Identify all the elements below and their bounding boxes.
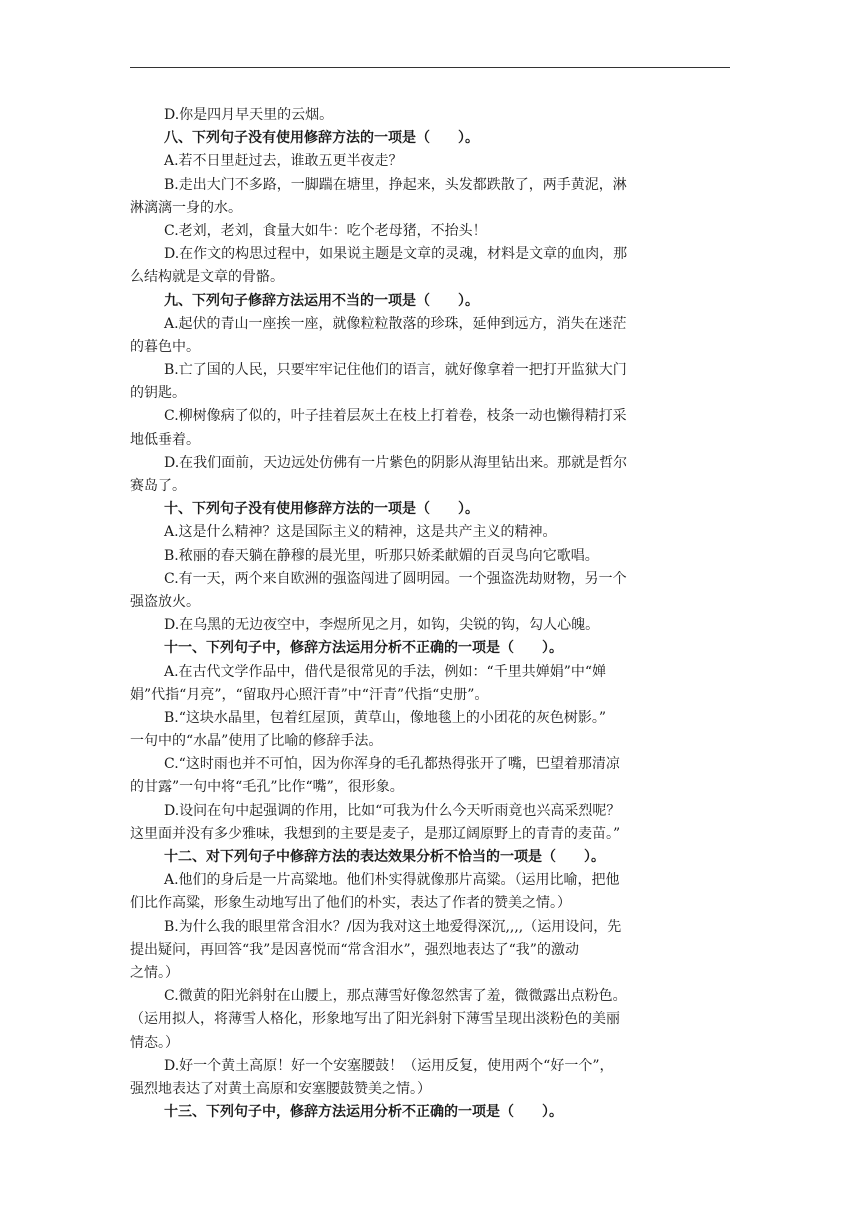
text-line: （运用拟人，将薄雪人格化，形象地写出了阳光斜射下薄雪呈现出淡粉色的美丽 (130, 1011, 620, 1028)
text-line: 们比作高粱，形象生动地写出了他们的朴实，表达了作者的赞美之情。） (130, 895, 571, 912)
text-line: A.这是什么精神？这是国际主义的精神，这是共产主义的精神。 (164, 524, 557, 541)
text-line: 这里面并没有多少雅味，我想到的主要是麦子，是那辽阔原野上的青青的麦苗。” (130, 825, 621, 842)
text-line: C.微黄的阳光斜射在山腰上，那点薄雪好像忽然害了羞，微微露出点粉色。 (164, 988, 627, 1005)
question-heading: 十、下列句子没有使用修辞方法的一项是（ ）。 (164, 501, 479, 518)
text-line: D.你是四月早天里的云烟。 (164, 107, 334, 123)
text-line: B.秾丽的春天躺在静穆的晨光里，听那只娇柔献媚的百灵鸟向它歌唱。 (164, 547, 599, 564)
text-line: A.在古代文学作品中，借代是很常见的手法，例如：“千里共婵娟”中“婵 (164, 663, 607, 680)
text-line: 的钥匙。 (130, 385, 186, 402)
text-line: D.在作文的构思过程中，如果说主题是文章的灵魂，材料是文章的血肉，那 (164, 246, 628, 263)
question-heading: 九、下列句子修辞方法运用不当的一项是（ ）。 (164, 292, 479, 309)
text-line: 情态。） (130, 1034, 179, 1051)
text-line: 的暮色中。 (130, 338, 200, 355)
question-heading: 十二、对下列句子中修辞方法的表达效果分析不恰当的一项是（ ）。 (164, 849, 605, 865)
text-line: D.在乌黑的无边夜空中，李煜所见之月，如钩，尖锐的钩，勾人心魄。 (164, 617, 600, 634)
text-line: C.柳树像病了似的，叶子挂着层灰土在枝上打着卷，枝条一动也懒得精打采 (164, 408, 627, 425)
text-line: 强烈地表达了对黄土高原和安塞腰鼓赞美之情。） (130, 1080, 431, 1097)
text-line: 地低垂着。 (130, 431, 200, 448)
text-line: 赛岛了。 (130, 478, 186, 494)
text-line: C.老刘，老刘，食量大如牛：吃个老母猪，不抬头！ (164, 222, 487, 239)
text-line: D.在我们面前，天边远处仿佛有一片紫色的阴影从海里钻出来。那就是哲尔 (164, 454, 628, 471)
text-line: D.设问在句中起强调的作用，比如“可我为什么今天听雨竟也兴高采烈呢？ (164, 802, 621, 819)
text-line: 一句中的“水晶”使用了比喻的修辞手法。 (130, 733, 383, 750)
question-heading: 十三、下列句子中，修辞方法运用分析不正确的一项是（ ）。 (164, 1104, 563, 1121)
text-line: 的甘露”一句中将“毛孔”比作“嘴”，很形象。 (130, 779, 404, 796)
text-line: 么结构就是文章的骨骼。 (130, 269, 284, 286)
question-heading: 十一、下列句子中，修辞方法运用分析不正确的一项是（ ）。 (164, 640, 563, 657)
document-body (130, 104, 730, 1124)
text-line: B.走出大门不多路，一脚踹在塘里，挣起来，头发都跌散了，两手黄泥，淋 (164, 176, 627, 193)
text-line: C.有一天，两个来自欧洲的强盗闯进了圆明园。一个强盗洗劫财物，另一个 (164, 570, 627, 587)
text-line: 娟”代指“月亮”，“留取丹心照汗青”中“汗青”代指“史册”。 (130, 686, 489, 703)
text-line: A.他们的身后是一片高粱地。他们朴实得就像那片高粱。（运用比喻，把他 (164, 872, 620, 889)
text-line: B.“这块水晶里，包着红屋顶，黄草山，像地毯上的小团花的灰色树影。” (164, 709, 607, 726)
header-rule (130, 67, 730, 68)
question-heading: 八、下列句子没有使用修辞方法的一项是（ ）。 (164, 130, 479, 147)
text-line: B.为什么我的眼里常含泪水？/因为我对这土地爱得深沉,,,,（运用设问，先 (164, 918, 622, 935)
text-line: B.亡了国的人民，只要牢牢记住他们的语言，就好像拿着一把打开监狱大门 (164, 362, 627, 379)
text-line: 提出疑问，再回答“我”是因喜悦而“常含泪水”，强烈地表达了“我”的激动 (130, 941, 579, 958)
text-line: A.起伏的青山一座挨一座，就像粒粒散落的珍珠，延伸到远方，消失在迷茫 (164, 315, 627, 332)
text-line: 之情。） (130, 964, 179, 981)
text-line: C.“这时雨也并不可怕，因为你浑身的毛孔都热得张开了嘴，巴望着那清凉 (164, 756, 620, 773)
text-line: A.若不日里赶过去，谁敢五更半夜走？ (164, 153, 403, 170)
text-line: 淋漓漓一身的水。 (130, 199, 242, 216)
text-line: D.好一个黄土高原！好一个安塞腰鼓！（运用反复，使用两个“好一个”， (164, 1057, 614, 1074)
text-line: 强盗放火。 (130, 593, 200, 610)
